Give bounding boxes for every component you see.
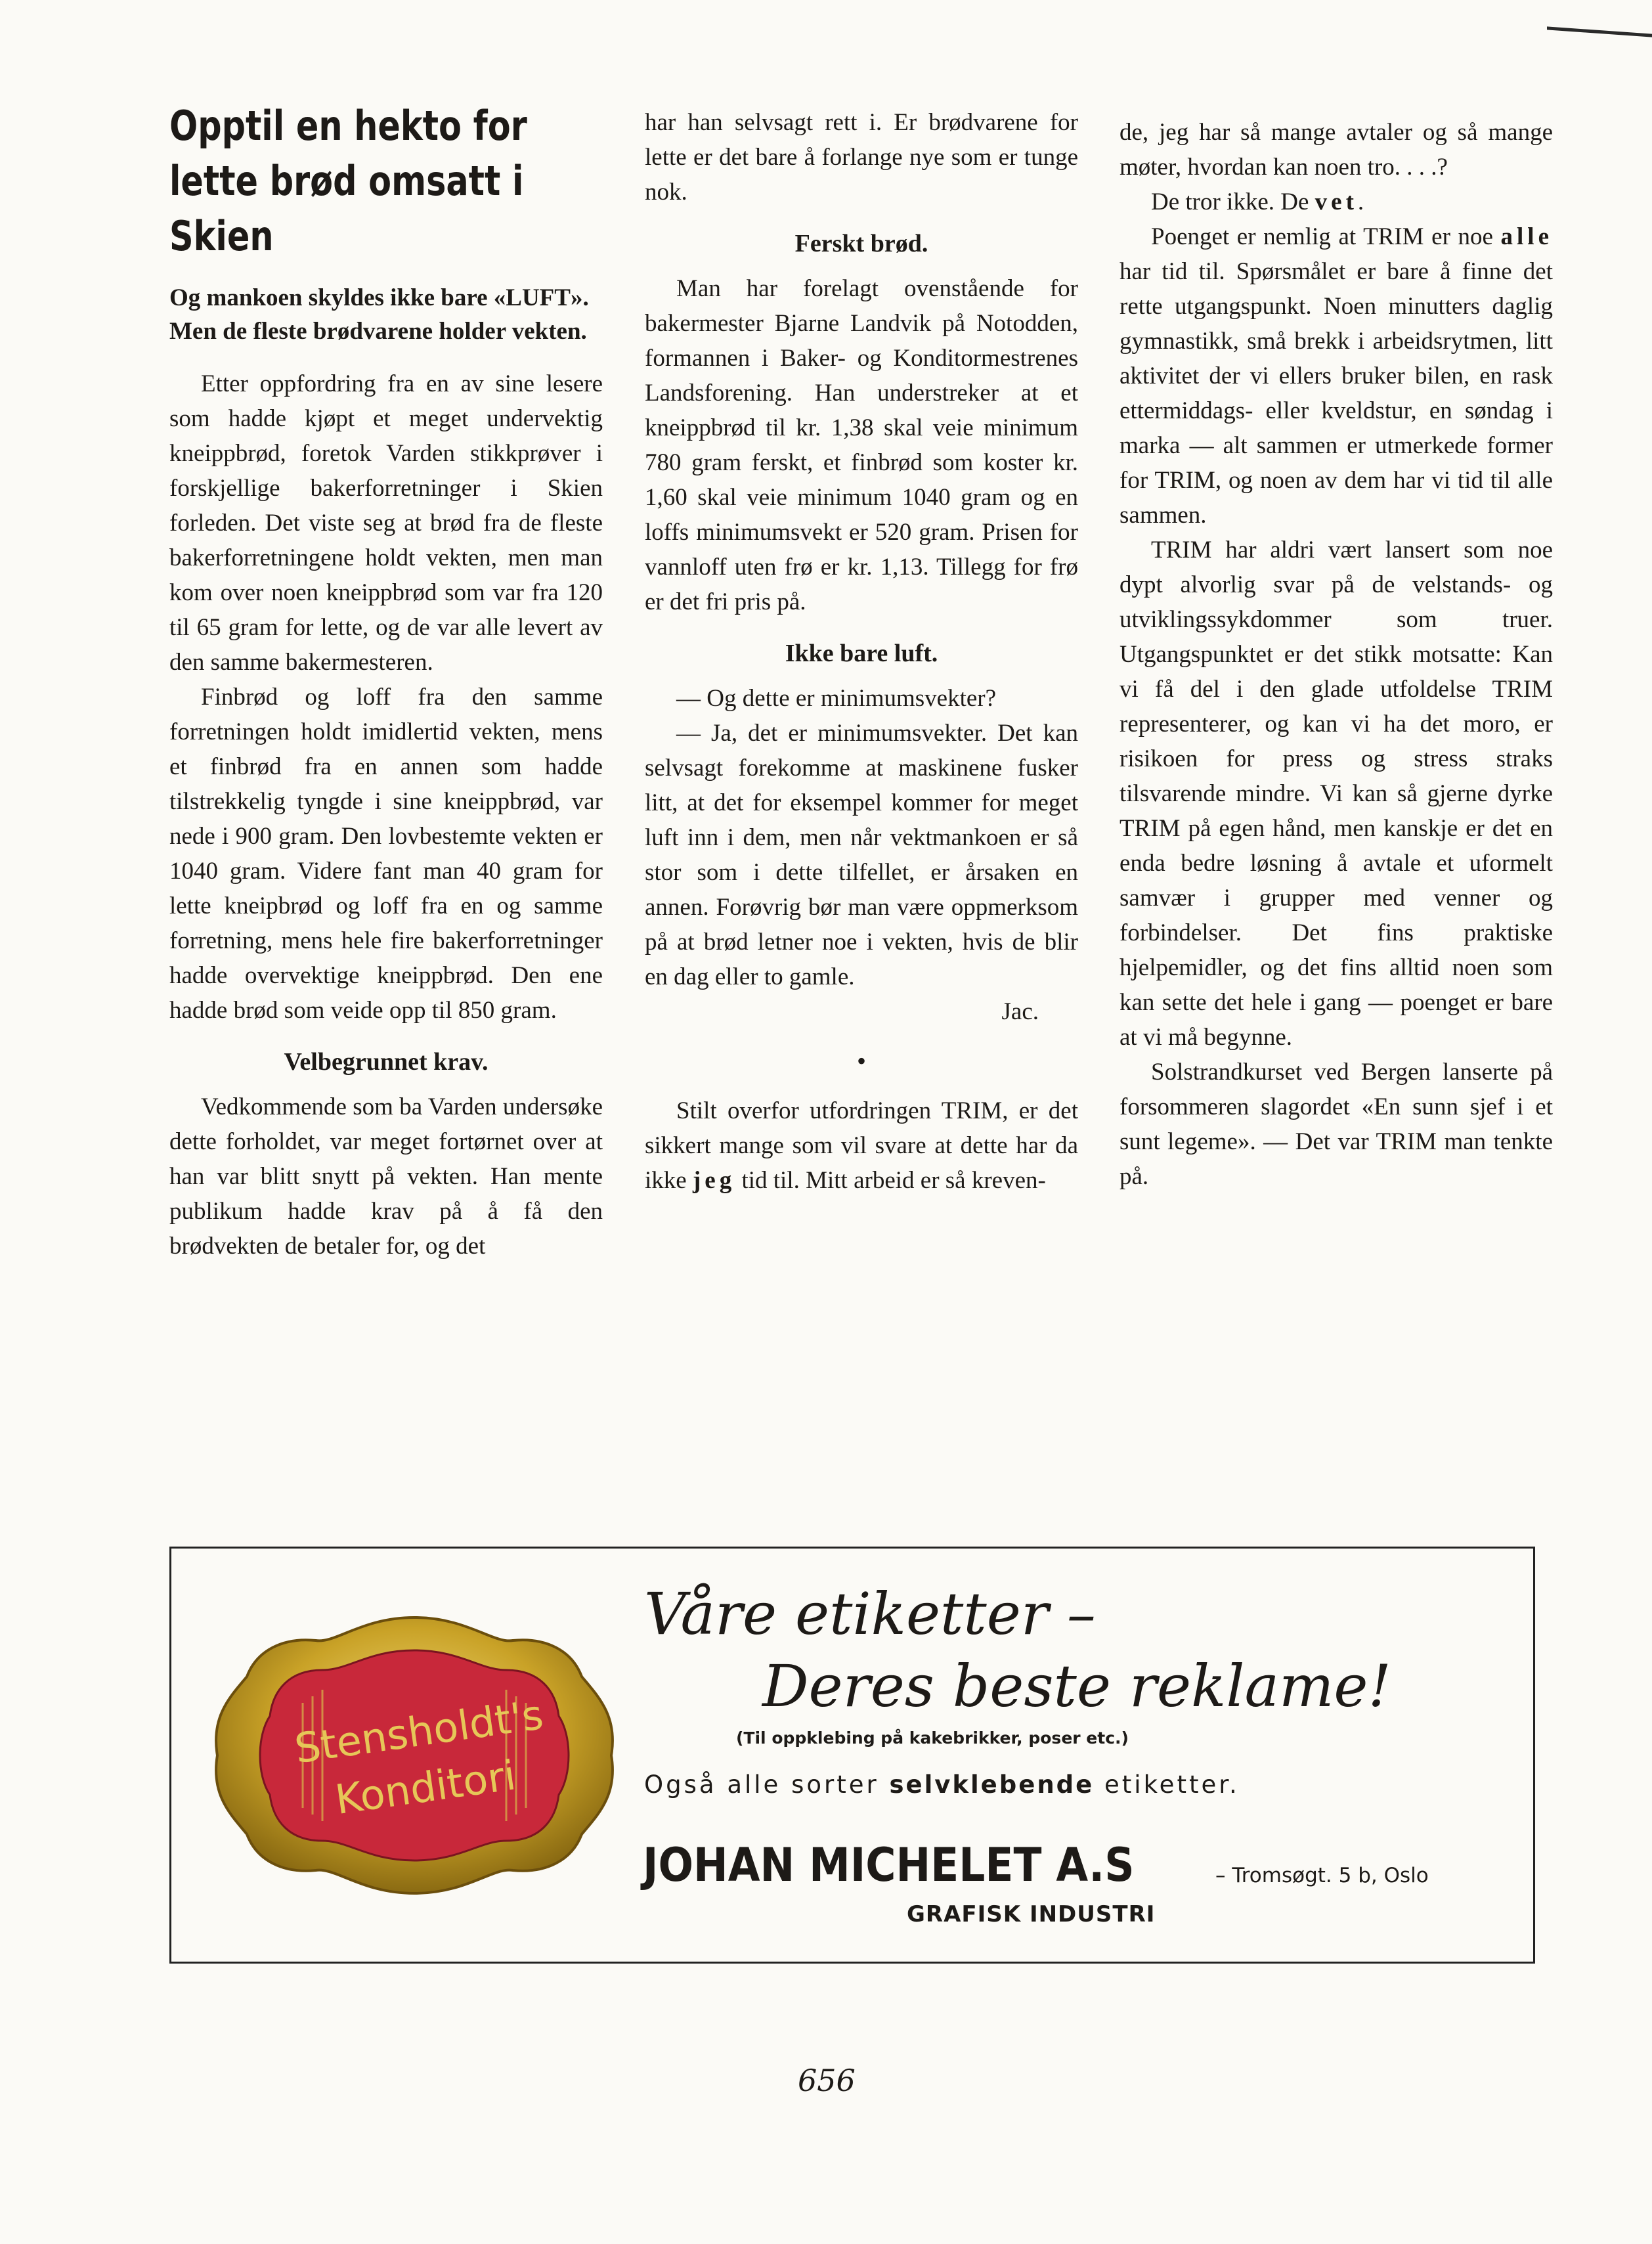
emphasis: selvklebende — [889, 1771, 1095, 1799]
text-run: De tror ikke. De — [1151, 188, 1315, 215]
ad-slogan-line-1: Våre etiketter – — [644, 1580, 1096, 1648]
paragraph: de, jeg har så mange avtaler og så mange møter, hvordan kan noen tro. . . .? — [1119, 119, 1553, 181]
text-run: . — [1357, 188, 1364, 215]
ad-tagline — [644, 1769, 1240, 1801]
ad-division: GRAFISK INDUSTRI — [907, 1901, 1156, 1927]
ad-slogan-line-2: Deres beste reklame! — [762, 1652, 1391, 1720]
subheading: Ikke bare luft. — [785, 640, 938, 667]
paragraph — [645, 1093, 1078, 1198]
subheading: Velbegrunnet krav. — [284, 1048, 489, 1076]
paragraph: Etter oppfordring fra en av sine lesere som hadde kjøpt et meget undervektig kneippbrød, foretok Varden stikkprøver i forskjellige bakerforretninger i Skien forleden. Det viste seg at brød fra de fleste bakerforretningene holdt vekten, men man kom over noen kneippbrød som var fra 120 til 65 gram for lette, og de var alle levert av den samme bakermesteren. — [169, 370, 603, 676]
label-brand-name: Stensholdt's — [292, 1690, 546, 1773]
column-2 — [645, 105, 1078, 1198]
text-run: Også alle sorter — [644, 1771, 890, 1799]
page-edge-shadow — [1547, 0, 1652, 37]
ad-address: – Tromsøgt. 5 b, Oslo — [1215, 1864, 1429, 1887]
confectionery-label-image — [204, 1604, 624, 1906]
column-3 — [1119, 115, 1553, 1194]
paragraph — [1119, 185, 1553, 219]
paragraph: Man har forelagt ovenstående for bakermester Bjarne Landvik på Notodden, formannen i Baker- og Konditormestrenes Landsforening. Han understreker at et kneippbrød til kr. 1,38 skal veie minimum 780 gram ferskt, et finbrød som koster kr. 1,60 skal veie minimum 1040 gram og en loffs minimumsvekt er 520 gram. Prisen for vannloff uten frø er kr. 1,13. Tillegg for frø er det fri pris på. — [645, 275, 1078, 615]
text-run: etiketter. — [1094, 1771, 1240, 1799]
paragraph: Solstrandkurset ved Bergen lanserte på forsommeren slagordet «En sunn sjef i et sunt legeme». — Det var TRIM man tenkte på. — [1119, 1059, 1553, 1190]
column-1 — [169, 99, 603, 1264]
paragraph: — Ja, det er minimumsvekter. Det kan selvsagt forekomme at maskinene fusker litt, at det for eksempel kommer for meget luft inn i dem, men når vektmankoen er så stor som i dette tilfellet, er årsaken en annen. Forøvrig bør man være oppmerksom på at brød letner noe i vekten, hvis de blir en dag eller to gamle. — [645, 720, 1078, 990]
ad-company-name: JOHAN MICHELET A.S — [643, 1838, 1135, 1892]
page-number: 656 — [798, 2063, 856, 2098]
article-deck: Og mankoen skyldes ikke bare «LUFT». Men de fleste brødvarene holder vekten. — [169, 284, 589, 345]
text-run: tid til. Mitt arbeid er så kreven- — [735, 1167, 1046, 1194]
emphasis: jeg — [692, 1167, 736, 1194]
advertisement — [169, 1547, 1535, 1964]
subheading: Ferskt brød. — [794, 230, 928, 257]
text-run: Stilt overfor utfordringen TRIM, er det sikkert mange som vil svare at dette har da ikke — [645, 1097, 1078, 1194]
article-headline: Opptil en hekto for lette brød omsatt i Skien — [169, 102, 527, 260]
ad-note: (Til oppklebing på kakebrikker, poser etc.) — [736, 1728, 1129, 1748]
paragraph: Vedkommende som ba Varden undersøke dette forholdet, var meget fortørnet over at han var blitt snytt på vekten. Han mente publikum hadde krav på å få den brødvekten de betaler for, og det — [169, 1093, 603, 1260]
paragraph — [1119, 219, 1553, 533]
paragraph: har han selvsagt rett i. Er brødvarene for lette er det bare å forlange nye som er tunge nok. — [645, 109, 1078, 206]
paragraph: TRIM har aldri vært lansert som noe dypt alvorlig svar på de velstands- og utviklingssykdommer som truer. Utgangspunktet er det stikk motsatte: Kan vi få del i den glade utfoldelse TRIM representerer, og kan vi ha det moro, er risikoen for press og stress straks tilsvarende mindre. Vi kan så gjerne dyrke TRIM på egen hånd, men kanskje er det en enda bedre løsning å avtale et uformelt samvær i grupper med venner og forbindelser. Det fins praktiske hjelpemidler, og det fins alltid noen som kan sette det hele i gang — poenget er bare at vi må begynne. — [1119, 537, 1553, 1051]
section-bullet: • — [856, 1046, 866, 1076]
label-brand-subtitle: Konditori — [332, 1751, 519, 1824]
paragraph: Finbrød og loff fra den samme forretningen holdt imidlertid vekten, mens et finbrød fra en annen som hadde tilstrekkelig tyngde i sine kneippbrød, var nede i 900 gram. Den lovbestemte vekten er 1040 gram. Videre fant man 40 gram for lette kneipbrød og loff fra en og samme forretning, mens hele fire bakerforretninger hadde overvektige kneippbrød. Den ene hadde brød som veide opp til 850 gram. — [169, 684, 603, 1024]
text-run: har tid til. Spørsmålet er bare å finne det rette utgangspunkt. Noen minutters daglig gymnastikk, små brekk i arbeidsrytmen, litt aktivitet der vi ellers bruker bilen, en rask ettermiddags- eller kveldstur, en søndag i marka — alt sammen er utmerkede former for TRIM, og noen av dem har vi tid til alle sammen. — [1119, 258, 1553, 529]
emphasis: vet — [1315, 188, 1358, 215]
text-run: Poenget er nemlig at TRIM er noe — [1151, 223, 1501, 250]
paragraph: — Og dette er minimumsvekter? — [676, 685, 997, 712]
author-signature: Jac. — [1001, 998, 1039, 1025]
emphasis: alle — [1500, 223, 1553, 250]
